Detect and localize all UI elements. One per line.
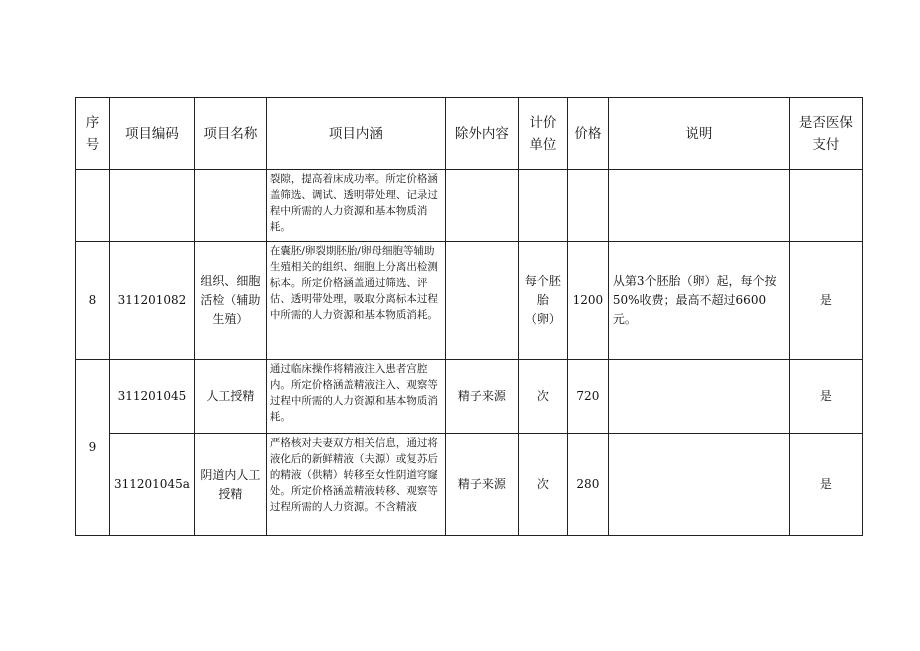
cell-insurance: 是	[789, 360, 862, 434]
cell-name: 组织、细胞活检（辅助生殖）	[194, 242, 266, 360]
cell-note	[608, 434, 789, 536]
cell-seq: 8	[76, 242, 110, 360]
cell-code: 311201082	[110, 242, 195, 360]
cell-seq: 9	[76, 360, 110, 536]
cell-content: 裂隙，提高着床成功率。所定价格涵盖筛选、调试、透明带处理、记录过程中所需的人力资源和基本物质消耗。	[266, 170, 445, 242]
cell-unit: 次	[518, 360, 567, 434]
cell-except	[445, 242, 518, 360]
cell-insurance: 是	[789, 434, 862, 536]
cell-except: 精子来源	[445, 434, 518, 536]
header-code: 项目编码	[110, 98, 195, 170]
cell-name: 人工授精	[194, 360, 266, 434]
table-row	[76, 170, 863, 242]
header-note: 说明	[608, 98, 789, 170]
header-name: 项目名称	[194, 98, 266, 170]
cell-seq	[76, 170, 110, 242]
header-price: 价格	[567, 98, 608, 170]
cell-content: 严格核对夫妻双方相关信息，通过将液化后的新鲜精液（夫源）或复苏后的精液（供精）转移至女性阴道穹窿处。所定价格涵盖精液转移、观察等过程所需的人力资源。不含精液	[266, 434, 445, 536]
table-row	[76, 242, 863, 360]
cell-price: 280	[567, 434, 608, 536]
cell-except: 精子来源	[445, 360, 518, 434]
cell-note	[608, 360, 789, 434]
cell-price: 1200	[567, 242, 608, 360]
cell-code: 311201045a	[110, 434, 195, 536]
header-except: 除外内容	[445, 98, 518, 170]
cell-note	[608, 170, 789, 242]
cell-name: 阴道内人工授精	[194, 434, 266, 536]
cell-content: 通过临床操作将精液注入患者宫腔内。所定价格涵盖精液注入、观察等过程中所需的人力资源和基本物质消耗。	[266, 360, 445, 434]
table-header-row	[76, 98, 863, 170]
cell-insurance	[789, 170, 862, 242]
cell-name	[194, 170, 266, 242]
header-insurance: 是否医保支付	[789, 98, 862, 170]
header-seq: 序号	[76, 98, 110, 170]
cell-note: 从第3个胚胎（卵）起，每个按50%收费；最高不超过6600元。	[608, 242, 789, 360]
cell-unit: 每个胚胎（卵）	[518, 242, 567, 360]
header-content: 项目内涵	[266, 98, 445, 170]
table-row	[76, 434, 863, 536]
cell-except	[445, 170, 518, 242]
cell-content: 在囊胚/卵裂期胚胎/卵母细胞等辅助生殖相关的组织、细胞上分离出检测标本。所定价格涵盖通过筛选、评估、透明带处理，吸取分离标本过程中所需的人力资源和基本物质消耗。	[266, 242, 445, 360]
table-row	[76, 360, 863, 434]
cell-unit	[518, 170, 567, 242]
cell-code	[110, 170, 195, 242]
cell-price: 720	[567, 360, 608, 434]
cell-unit: 次	[518, 434, 567, 536]
cell-price	[567, 170, 608, 242]
cell-code: 311201045	[110, 360, 195, 434]
fee-table	[75, 97, 863, 536]
header-unit: 计价单位	[518, 98, 567, 170]
cell-insurance: 是	[789, 242, 862, 360]
